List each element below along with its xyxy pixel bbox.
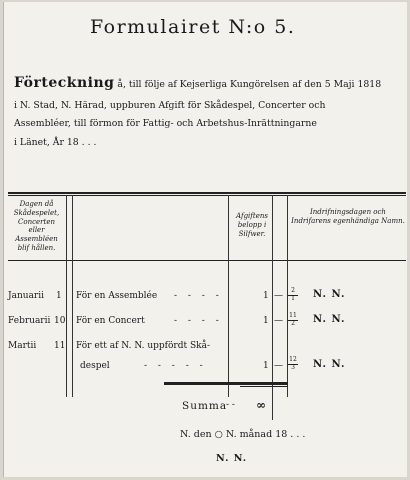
row-1-frac-num: 2 xyxy=(291,287,295,294)
summa-dots: - - xyxy=(226,400,235,410)
row-3-month: Martii xyxy=(8,341,37,351)
intro-line-1: å, till följe af Kejserliga Kungörelsen af den 5 Maji 1818 xyxy=(117,79,382,90)
row-2-frac-num: 11 xyxy=(289,312,297,319)
row-1-dots: - - - - xyxy=(174,291,223,301)
form-title: Formulairet N:o 5. xyxy=(90,16,296,38)
col-rule-amount-left xyxy=(228,195,229,397)
header-date: Dagen då Skådespelet, Concerten eller Assembléen blif hållen. xyxy=(13,200,60,252)
summa-label: Summa xyxy=(182,400,228,412)
row-3-frac-den: 3 xyxy=(288,364,298,372)
row-3-dots: - - - - - xyxy=(144,361,207,371)
row-1-fraction xyxy=(288,288,298,302)
footer-place-date: N. den ○ N. månad 18 . . . xyxy=(180,429,306,440)
row-3-text-cont: despel xyxy=(80,361,110,371)
intro-lead: Förteckning xyxy=(14,75,115,91)
row-3-day: 11 xyxy=(54,341,66,351)
intro-line-2: i N. Stad, N. Härad, uppburen Afgift för Skådespel, Concerter och xyxy=(14,100,326,112)
row-2-fraction xyxy=(288,313,298,327)
row-1-frac-den: 1 xyxy=(288,295,298,303)
row-3-name: N. N. xyxy=(313,359,346,370)
header-payer: Indrifningsdagen och Indrifarens egenhändiga Namn. xyxy=(291,208,405,225)
col-rule-date xyxy=(66,195,67,397)
document-page xyxy=(3,2,407,477)
header-amount: Afgiftens belopp i Silfwer. xyxy=(236,212,268,238)
row-3-text: För ett af N. N. uppfördt Skå- xyxy=(76,341,210,351)
row-3-amount: 1 xyxy=(263,361,269,371)
intro-line-3: Assembléer, till förmon för Fattig- och Arbetshus-Inrättningarne xyxy=(14,118,317,130)
footer-signature: N. N. xyxy=(216,453,248,464)
row-2-text: För en Concert xyxy=(76,316,145,326)
row-3-dash: — xyxy=(274,361,283,371)
row-3-fraction xyxy=(288,357,298,371)
table-top-rule-2 xyxy=(8,195,406,196)
summa-rule-thin xyxy=(240,386,288,387)
table-top-rule xyxy=(8,192,406,194)
row-1-amount: 1 xyxy=(263,291,269,301)
row-1-name: N. N. xyxy=(313,289,346,300)
form-intro xyxy=(14,70,406,152)
row-2-day: 10 xyxy=(54,316,66,326)
row-2-dash: — xyxy=(274,316,283,326)
header-bottom-rule xyxy=(8,260,406,261)
row-1-day: 1 xyxy=(56,291,62,301)
summa-rule-thick xyxy=(164,382,288,385)
summa-value: ∞ xyxy=(256,398,266,412)
row-3-frac-num: 12 xyxy=(289,356,297,363)
row-1-dash: — xyxy=(274,291,283,301)
row-1-month: Januarii xyxy=(8,291,44,301)
row-2-name: N. N. xyxy=(313,314,346,325)
row-2-amount: 1 xyxy=(263,316,269,326)
row-2-frac-den: 2 xyxy=(288,320,298,328)
row-2-dots: - - - - xyxy=(174,316,223,326)
intro-line-4: i Länet, År 18 . . . xyxy=(14,136,97,148)
row-2-month: Februarii xyxy=(8,316,51,326)
row-1-text: För en Assemblée xyxy=(76,291,158,301)
col-rule-text xyxy=(72,195,73,397)
